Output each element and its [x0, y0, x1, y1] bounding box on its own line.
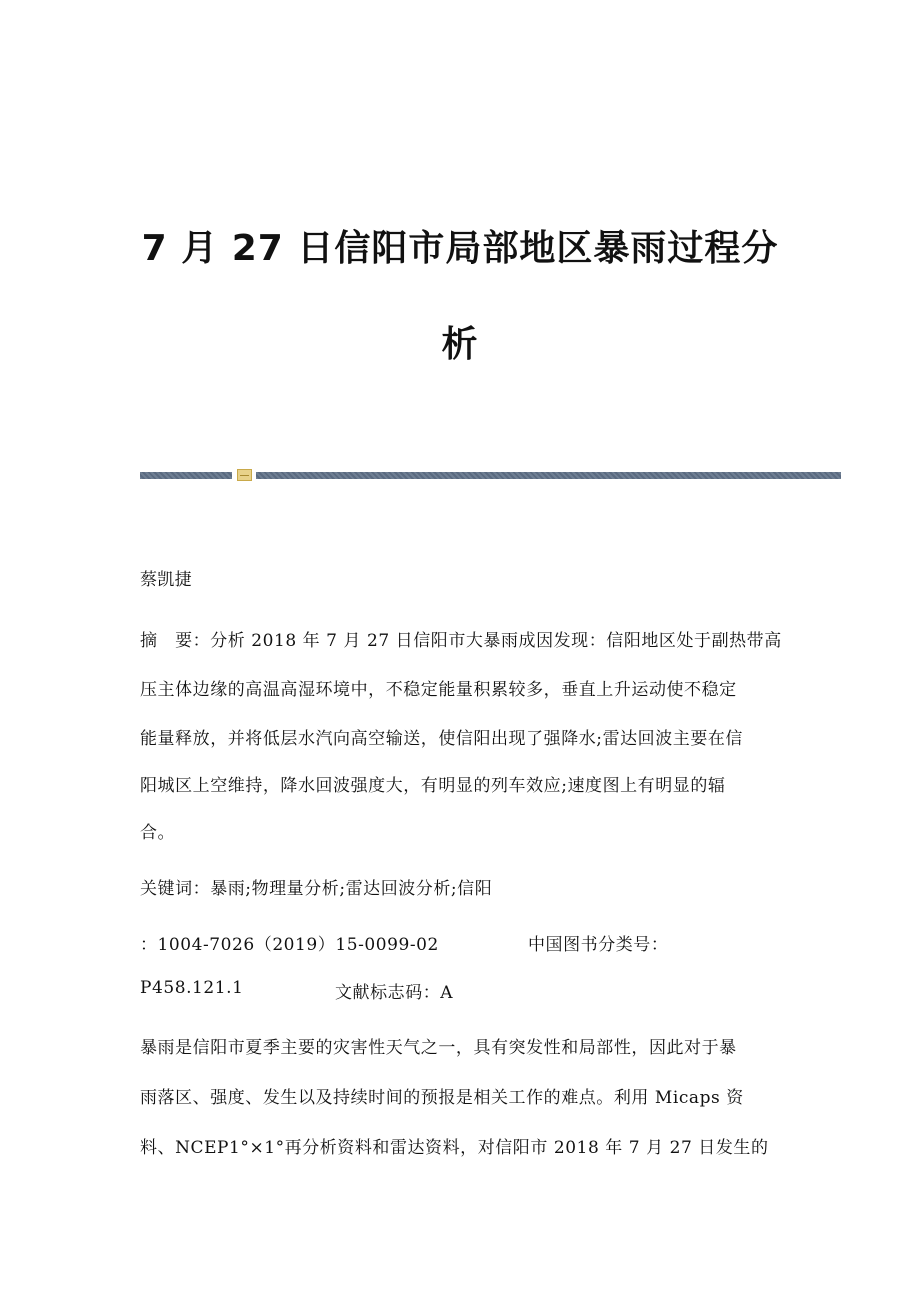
- abstract-line: 摘 要：分析 2018 年 7 月 27 日信阳市大暴雨成因发现：信阳地区处于副热带高: [140, 631, 782, 651]
- envelope-icon: [237, 469, 252, 481]
- divider-bar-right: [256, 472, 841, 479]
- issn-number: ：1004-7026（2019）15-0099-02: [140, 935, 439, 955]
- keywords: 关键词：暴雨;物理量分析;雷达回波分析;信阳: [140, 879, 493, 899]
- author-name: 蔡凯捷: [140, 570, 192, 590]
- abstract-line: 合。: [140, 823, 176, 843]
- document-title-line-1: 7 月 27 日信阳市局部地区暴雨过程分: [141, 228, 779, 269]
- clc-code: P458.121.1: [140, 978, 244, 998]
- body-line: 料、NCEP1°×1°再分析资料和雷达资料，对信阳市 2018 年 7 月 27 日发生的: [140, 1138, 769, 1158]
- body-line: 雨落区、强度、发生以及持续时间的预报是相关工作的难点。利用 Micaps 资: [140, 1088, 744, 1108]
- document-title-line-2: 析: [441, 324, 479, 365]
- document-code: 文献标志码：A: [335, 983, 454, 1003]
- abstract-line: 阳城区上空维持，降水回波强度大，有明显的列车效应;速度图上有明显的辐: [140, 776, 726, 796]
- clc-label: 中国图书分类号：: [528, 935, 669, 955]
- title-divider: [140, 469, 841, 481]
- divider-bar-left: [140, 472, 232, 479]
- body-line: 暴雨是信阳市夏季主要的灾害性天气之一，具有突发性和局部性，因此对于暴: [140, 1038, 737, 1058]
- abstract-line: 压主体边缘的高温高湿环境中，不稳定能量积累较多，垂直上升运动使不稳定: [140, 680, 737, 700]
- abstract-line: 能量释放，并将低层水汽向高空输送，使信阳出现了强降水;雷达回波主要在信: [140, 729, 743, 749]
